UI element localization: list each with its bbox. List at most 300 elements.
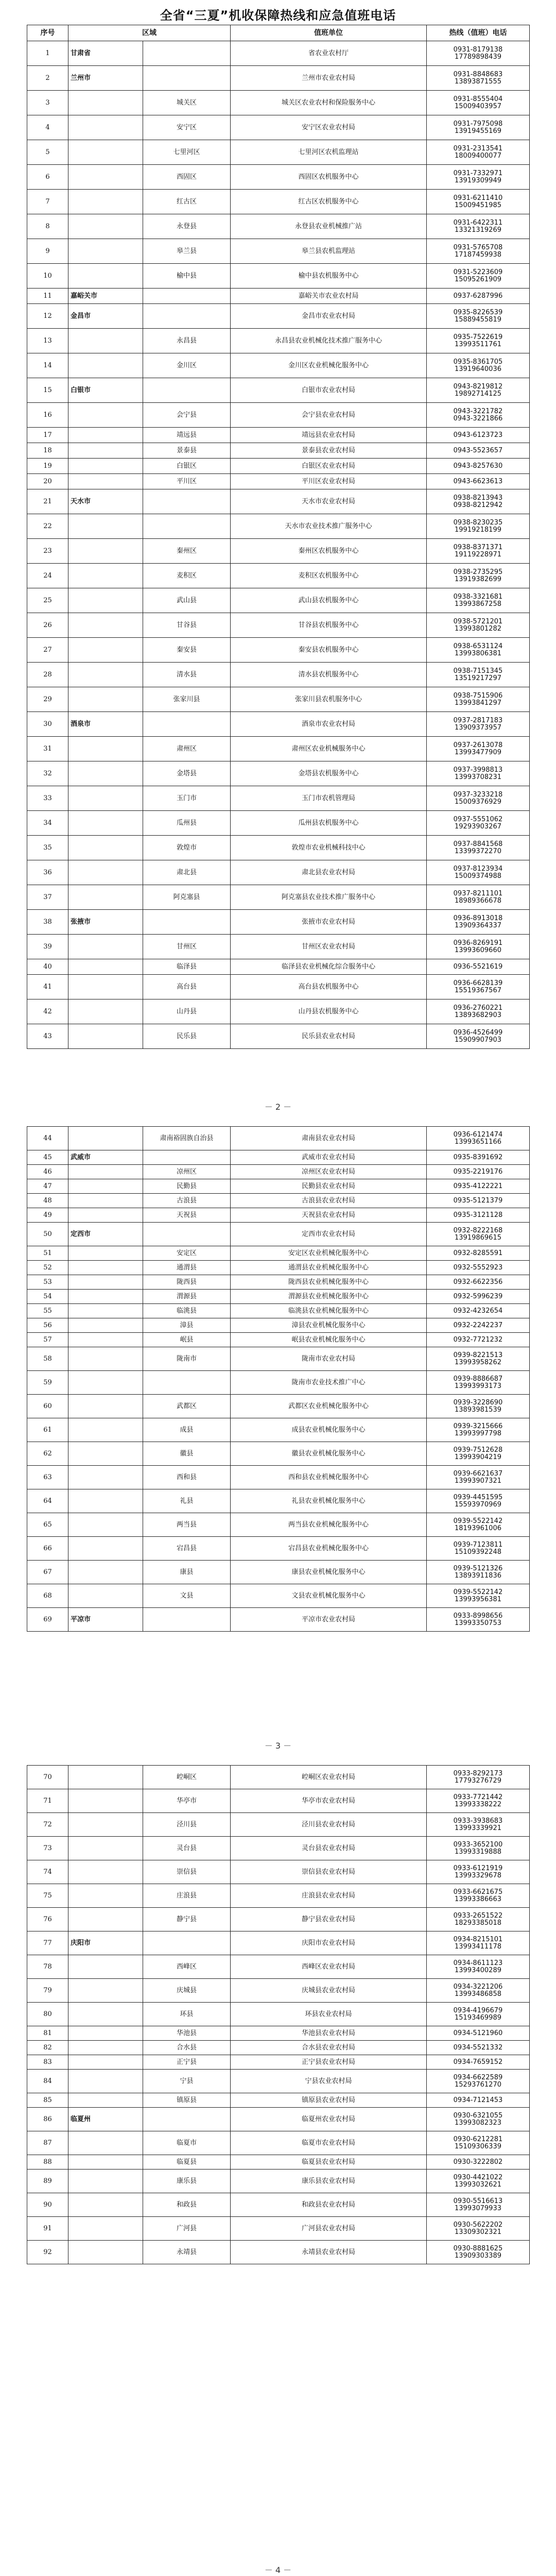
phone-number[interactable]: 13993338222 xyxy=(455,1800,501,1808)
phone-number[interactable]: 13909373957 xyxy=(455,723,501,732)
phone-number[interactable]: 13893871555 xyxy=(455,77,501,86)
phone-number[interactable]: 13993411178 xyxy=(455,1942,501,1951)
phone-cell xyxy=(427,140,530,165)
table-row xyxy=(27,264,530,289)
phone-number[interactable]: 0935-8391692 xyxy=(453,1153,503,1161)
phone-number[interactable]: 0931-6422311 xyxy=(453,218,503,227)
city-name xyxy=(68,1418,143,1442)
table-row xyxy=(27,140,530,165)
phone-cell xyxy=(427,2170,530,2193)
phone-number[interactable]: 13993032621 xyxy=(455,2180,501,2189)
phone-number[interactable]: 13993486858 xyxy=(455,1990,501,1998)
duty-unit: 武威市农业农村局 xyxy=(231,1150,427,1165)
phone-number[interactable]: 0934-3221206 xyxy=(453,1982,503,1991)
row-number: 59 xyxy=(27,1371,68,1395)
table-row xyxy=(27,91,530,115)
table-row xyxy=(27,2093,530,2108)
phone-number[interactable]: 13993993173 xyxy=(455,1382,501,1390)
phone-number[interactable]: 0939-6621637 xyxy=(453,1469,503,1478)
phone-number[interactable]: 0934-5121960 xyxy=(453,2029,503,2037)
phone-number[interactable]: 13993079933 xyxy=(455,2204,501,2212)
city-name xyxy=(68,1318,143,1333)
phone-number[interactable]: 0931-2313541 xyxy=(453,144,503,152)
county-name: 通渭县 xyxy=(143,1261,231,1275)
phone-number[interactable]: 15109392248 xyxy=(455,1548,501,1556)
city-name xyxy=(68,2131,143,2155)
phone-number[interactable]: 0943-8257630 xyxy=(453,462,503,470)
phone-number[interactable]: 13909303389 xyxy=(455,2251,501,2260)
table-row xyxy=(27,2070,530,2093)
phone-number[interactable]: 13893911836 xyxy=(455,1571,501,1580)
phone-number[interactable]: 13993956381 xyxy=(455,1595,501,1603)
table-row xyxy=(27,1955,530,1979)
phone-number[interactable]: 0932-5996239 xyxy=(453,1292,503,1300)
phone-number[interactable]: 15889455819 xyxy=(455,315,501,324)
phone-number[interactable]: 0938-8230235 xyxy=(453,518,503,527)
phone-number[interactable]: 0943-6623613 xyxy=(453,477,503,485)
phone-number[interactable]: 15009451985 xyxy=(455,201,501,209)
phone-number[interactable]: 13919869615 xyxy=(455,1233,501,1242)
phone-number[interactable]: 0937-8841568 xyxy=(453,840,503,848)
phone-number[interactable]: 0938-2735295 xyxy=(453,568,503,576)
phone-number[interactable]: 18989366678 xyxy=(455,896,501,905)
city-name: 甘肃省 xyxy=(68,41,143,66)
phone-number[interactable]: 13993339921 xyxy=(455,1824,501,1832)
duty-unit: 麦积区农机服务中心 xyxy=(231,564,427,588)
phone-number[interactable]: 19293903267 xyxy=(455,822,501,831)
duty-unit: 两当县农业机械化服务中心 xyxy=(231,1513,427,1537)
city-name xyxy=(68,613,143,638)
phone-number[interactable]: 15095261909 xyxy=(455,275,501,283)
phone-number[interactable]: 13993958262 xyxy=(455,1358,501,1366)
phone-number[interactable]: 0939-7512628 xyxy=(453,1446,503,1454)
county-name: 会宁县 xyxy=(143,403,231,428)
phone-number[interactable]: 0936-5521619 xyxy=(453,962,503,971)
city-name xyxy=(68,514,143,539)
duty-unit: 甘谷县农机服务中心 xyxy=(231,613,427,638)
phone-number[interactable]: 0939-8221513 xyxy=(453,1351,503,1359)
phone-number[interactable]: 0934-5521332 xyxy=(453,2043,503,2052)
phone-number[interactable]: 0936-8913018 xyxy=(453,914,503,922)
phone-number[interactable]: 17793276729 xyxy=(455,1776,501,1785)
phone-number[interactable]: 0933-6121919 xyxy=(453,1864,503,1872)
phone-number[interactable]: 0932-7721232 xyxy=(453,1335,503,1344)
phone-number[interactable]: 0934-8215101 xyxy=(453,1935,503,1943)
row-number: 64 xyxy=(27,1489,68,1513)
phone-number[interactable]: 0939-5522142 xyxy=(453,1588,503,1596)
county-name: 庆城县 xyxy=(143,1979,231,2003)
phone-number[interactable]: 0936-6121474 xyxy=(453,1130,503,1139)
phone-number[interactable]: 0932-6622356 xyxy=(453,1278,503,1286)
county-name: 古浪县 xyxy=(143,1194,231,1208)
phone-number[interactable]: 0930-3222802 xyxy=(453,2158,503,2166)
row-number: 85 xyxy=(27,2093,68,2108)
phone-cell xyxy=(427,613,530,638)
phone-number[interactable]: 0938-3321681 xyxy=(453,592,503,601)
duty-unit: 金川区农业机械化服务中心 xyxy=(231,353,427,378)
phone-number[interactable]: 0939-8886687 xyxy=(453,1375,503,1383)
phone-number[interactable]: 0930-8881625 xyxy=(453,2244,503,2252)
city-name: 临夏州 xyxy=(68,2108,143,2131)
phone-number[interactable]: 0930-4421022 xyxy=(453,2173,503,2181)
phone-number[interactable]: 0935-5121379 xyxy=(453,1196,503,1205)
county-name: 靖远县 xyxy=(143,428,231,443)
city-name: 酒泉市 xyxy=(68,712,143,737)
phone-cell xyxy=(427,329,530,353)
phone-number[interactable]: 13993904219 xyxy=(455,1453,501,1461)
phone-cell xyxy=(427,1860,530,1884)
row-number: 12 xyxy=(27,304,68,329)
phone-number[interactable]: 13919640036 xyxy=(455,365,501,373)
table-row xyxy=(27,165,530,190)
phone-cell xyxy=(427,1371,530,1395)
county-name xyxy=(143,41,231,66)
phone-number[interactable]: 0937-2613078 xyxy=(453,741,503,749)
row-number: 26 xyxy=(27,613,68,638)
phone-number[interactable]: 13993841297 xyxy=(455,699,501,707)
phone-number[interactable]: 0933-8998656 xyxy=(453,1612,503,1620)
phone-number[interactable]: 0939-5522142 xyxy=(453,1517,503,1525)
phone-cell xyxy=(427,2108,530,2131)
phone-number[interactable]: 19892714125 xyxy=(455,389,501,398)
phone-cell xyxy=(427,2003,530,2026)
phone-number[interactable]: 0939-3228690 xyxy=(453,1398,503,1406)
duty-unit: 宁县农业农村局 xyxy=(231,2070,427,2093)
phone-cell xyxy=(427,1024,530,1049)
phone-number[interactable]: 0934-7121453 xyxy=(453,2096,503,2104)
city-name: 嘉峪关市 xyxy=(68,289,143,304)
city-name: 庆阳市 xyxy=(68,1931,143,1955)
county-name: 康县 xyxy=(143,1561,231,1584)
phone-number[interactable]: 13909364337 xyxy=(455,921,501,929)
phone-number[interactable]: 13519217297 xyxy=(455,674,501,682)
city-name xyxy=(68,836,143,860)
phone-number[interactable]: 18193961006 xyxy=(455,1524,501,1532)
phone-number[interactable]: 0930-5516613 xyxy=(453,2197,503,2205)
phone-number[interactable]: 13993477909 xyxy=(455,748,501,756)
phone-number[interactable]: 13919455169 xyxy=(455,127,501,135)
phone-cell xyxy=(427,239,530,264)
phone-number[interactable]: 0938-8212942 xyxy=(453,501,503,509)
duty-unit: 天水市农业农村局 xyxy=(231,489,427,514)
city-name xyxy=(68,885,143,910)
phone-number[interactable]: 0937-5551062 xyxy=(453,815,503,823)
phone-number[interactable]: 15009376929 xyxy=(455,798,501,806)
row-number: 25 xyxy=(27,588,68,613)
city-name xyxy=(68,1290,143,1304)
city-name xyxy=(68,264,143,289)
row-number: 33 xyxy=(27,786,68,811)
city-name xyxy=(68,1837,143,1860)
phone-cell xyxy=(427,1333,530,1347)
county-name: 临洮县 xyxy=(143,1304,231,1318)
phone-number[interactable]: 13993511761 xyxy=(455,340,501,348)
phone-cell xyxy=(427,1789,530,1813)
county-name: 甘州区 xyxy=(143,935,231,959)
phone-number[interactable]: 0934-7659152 xyxy=(453,2058,503,2066)
phone-cell xyxy=(427,564,530,588)
phone-number[interactable]: 19119228971 xyxy=(455,550,501,558)
phone-number[interactable]: 17187459938 xyxy=(455,250,501,259)
phone-number[interactable]: 0931-7332971 xyxy=(453,169,503,177)
phone-number[interactable]: 0930-6321055 xyxy=(453,2111,503,2120)
table-row xyxy=(27,2003,530,2026)
phone-number[interactable]: 0930-5622202 xyxy=(453,2221,503,2229)
city-name xyxy=(68,1208,143,1223)
table-row xyxy=(27,489,530,514)
row-number: 92 xyxy=(27,2241,68,2264)
phone-cell xyxy=(427,264,530,289)
phone-number[interactable]: 0932-8222168 xyxy=(453,1226,503,1234)
phone-number[interactable]: 15293761270 xyxy=(455,2080,501,2089)
county-name: 崇信县 xyxy=(143,1860,231,1884)
phone-number[interactable]: 0936-6628139 xyxy=(453,979,503,987)
phone-number[interactable]: 0937-8211101 xyxy=(453,889,503,897)
phone-number[interactable]: 13993997798 xyxy=(455,1429,501,1437)
county-name: 天祝县 xyxy=(143,1208,231,1223)
row-number: 49 xyxy=(27,1208,68,1223)
phone-number[interactable]: 0938-6531124 xyxy=(453,642,503,650)
table-row xyxy=(27,1884,530,1908)
row-number: 40 xyxy=(27,959,68,975)
phone-number[interactable]: 13893981539 xyxy=(455,1405,501,1414)
duty-unit: 徽县农业机械化服务中心 xyxy=(231,1442,427,1466)
phone-number[interactable]: 0931-5223609 xyxy=(453,268,503,276)
row-number: 38 xyxy=(27,910,68,935)
city-name xyxy=(68,459,143,474)
phone-number[interactable]: 0939-3215666 xyxy=(453,1422,503,1430)
row-number: 5 xyxy=(27,140,68,165)
phone-number[interactable]: 0938-7151345 xyxy=(453,667,503,675)
phone-number[interactable]: 13399372270 xyxy=(455,847,501,855)
phone-cell xyxy=(427,459,530,474)
table-row xyxy=(27,1024,530,1049)
phone-number[interactable]: 13919382699 xyxy=(455,575,501,583)
phone-number[interactable]: 0937-3998813 xyxy=(453,766,503,774)
phone-number[interactable]: 13993806381 xyxy=(455,649,501,657)
table-row xyxy=(27,1371,530,1395)
phone-number[interactable]: 13993082323 xyxy=(455,2119,501,2127)
duty-unit: 西固区农机服务中心 xyxy=(231,165,427,190)
phone-number[interactable]: 13893682903 xyxy=(455,1011,501,1019)
duty-unit: 榆中县农机服务中心 xyxy=(231,264,427,289)
phone-number[interactable]: 15593970969 xyxy=(455,1500,501,1509)
city-name xyxy=(68,975,143,999)
phone-number[interactable]: 0931-7975098 xyxy=(453,120,503,128)
table-row xyxy=(27,1766,530,1789)
county-name: 金塔县 xyxy=(143,761,231,786)
phone-number[interactable]: 0932-8285591 xyxy=(453,1249,503,1257)
phone-number[interactable]: 15109306339 xyxy=(455,2142,501,2150)
county-name: 临夏县 xyxy=(143,2155,231,2170)
phone-number[interactable]: 13321319269 xyxy=(455,226,501,234)
phone-number[interactable]: 0933-3938683 xyxy=(453,1817,503,1825)
phone-cell xyxy=(427,91,530,115)
contact-table xyxy=(27,1765,530,2264)
row-number: 84 xyxy=(27,2070,68,2093)
phone-number[interactable]: 0935-3121128 xyxy=(453,1211,503,1219)
phone-number[interactable]: 0935-7522619 xyxy=(453,333,503,341)
county-name xyxy=(143,1223,231,1246)
phone-number[interactable]: 0933-8292173 xyxy=(453,1769,503,1777)
phone-number[interactable]: 0943-8219812 xyxy=(453,382,503,391)
phone-number[interactable]: 13993708231 xyxy=(455,773,501,781)
phone-number[interactable]: 0933-6621675 xyxy=(453,1888,503,1896)
row-number: 48 xyxy=(27,1194,68,1208)
phone-number[interactable]: 0935-8361705 xyxy=(453,358,503,366)
phone-number[interactable]: 19919218199 xyxy=(455,526,501,534)
table-row xyxy=(27,613,530,638)
phone-number[interactable]: 15909907903 xyxy=(455,1036,501,1044)
phone-number[interactable]: 0938-8213943 xyxy=(453,494,503,502)
phone-number[interactable]: 0931-8555404 xyxy=(453,95,503,103)
phone-number[interactable]: 0936-4526499 xyxy=(453,1028,503,1037)
city-name xyxy=(68,115,143,140)
phone-number[interactable]: 0939-5121326 xyxy=(453,1564,503,1572)
county-name: 金川区 xyxy=(143,353,231,378)
phone-number[interactable]: 0938-7515906 xyxy=(453,691,503,700)
phone-number[interactable]: 18293385018 xyxy=(455,1919,501,1927)
phone-number[interactable]: 0933-3652100 xyxy=(453,1840,503,1849)
row-number: 29 xyxy=(27,687,68,712)
phone-cell xyxy=(427,474,530,489)
phone-number[interactable]: 0943-3221782 xyxy=(453,407,503,415)
table-row xyxy=(27,41,530,66)
phone-number[interactable]: 13993651166 xyxy=(455,1138,501,1146)
table-row xyxy=(27,378,530,403)
row-number: 76 xyxy=(27,1908,68,1931)
phone-number[interactable]: 0935-8226539 xyxy=(453,308,503,316)
row-number: 1 xyxy=(27,41,68,66)
table-row xyxy=(27,1979,530,2003)
phone-number[interactable]: 0931-8179138 xyxy=(453,45,503,54)
phone-cell xyxy=(427,2217,530,2241)
phone-number[interactable]: 0932-2242237 xyxy=(453,1321,503,1329)
row-number: 86 xyxy=(27,2108,68,2131)
phone-number[interactable]: 0943-5523657 xyxy=(453,446,503,454)
table-row xyxy=(27,474,530,489)
duty-unit: 临夏州农业农村局 xyxy=(231,2108,427,2131)
county-name: 和政县 xyxy=(143,2193,231,2217)
phone-cell xyxy=(427,885,530,910)
county-name: 广河县 xyxy=(143,2217,231,2241)
phone-cell xyxy=(427,1955,530,1979)
phone-number[interactable]: 15193469989 xyxy=(455,2013,501,2022)
city-name xyxy=(68,1246,143,1261)
row-number: 60 xyxy=(27,1395,68,1418)
phone-number[interactable]: 0938-5721201 xyxy=(453,617,503,625)
county-name: 西峰区 xyxy=(143,1955,231,1979)
city-name xyxy=(68,2155,143,2170)
phone-number[interactable]: 13993329678 xyxy=(455,1871,501,1879)
phone-number[interactable]: 13993907321 xyxy=(455,1477,501,1485)
table-page-2 xyxy=(27,1126,529,1632)
row-number: 43 xyxy=(27,1024,68,1049)
phone-number[interactable]: 13919309949 xyxy=(455,176,501,184)
phone-cell xyxy=(427,1150,530,1165)
phone-number[interactable]: 0931-6211410 xyxy=(453,194,503,202)
table-row xyxy=(27,1584,530,1608)
county-name: 秦安县 xyxy=(143,638,231,663)
phone-number[interactable]: 13993319888 xyxy=(455,1848,501,1856)
phone-number[interactable]: 0930-6212281 xyxy=(453,2135,503,2143)
phone-cell xyxy=(427,811,530,836)
city-name xyxy=(68,2070,143,2093)
phone-number[interactable]: 0933-7721442 xyxy=(453,1793,503,1801)
phone-number[interactable]: 0943-3221866 xyxy=(453,414,503,422)
phone-number[interactable]: 0937-8123934 xyxy=(453,865,503,873)
row-number: 18 xyxy=(27,443,68,459)
county-name: 武山县 xyxy=(143,588,231,613)
phone-number[interactable]: 0943-6123723 xyxy=(453,431,503,439)
phone-number[interactable]: 0935-4122221 xyxy=(453,1182,503,1190)
phone-number[interactable]: 13309302321 xyxy=(455,2228,501,2236)
phone-cell xyxy=(427,638,530,663)
duty-unit: 白银市农业农村局 xyxy=(231,378,427,403)
phone-number[interactable]: 0933-2651522 xyxy=(453,1911,503,1920)
phone-number[interactable]: 15519367567 xyxy=(455,986,501,994)
table-row xyxy=(27,1333,530,1347)
phone-number[interactable]: 13993609660 xyxy=(455,946,501,954)
phone-number[interactable]: 0936-8269191 xyxy=(453,939,503,947)
city-name xyxy=(68,564,143,588)
row-number: 36 xyxy=(27,860,68,885)
row-number: 80 xyxy=(27,2003,68,2026)
phone-number[interactable]: 0937-2817183 xyxy=(453,716,503,724)
phone-number[interactable]: 13993867258 xyxy=(455,600,501,608)
phone-number[interactable]: 13993386663 xyxy=(455,1895,501,1903)
phone-number[interactable]: 0934-8611123 xyxy=(453,1959,503,1967)
phone-number[interactable]: 0934-6622589 xyxy=(453,2073,503,2081)
duty-unit: 金塔县农机服务中心 xyxy=(231,761,427,786)
phone-number[interactable]: 18009400077 xyxy=(455,151,501,160)
table-row xyxy=(27,687,530,712)
table-row xyxy=(27,2026,530,2041)
phone-number[interactable]: 0932-5552923 xyxy=(453,1263,503,1272)
phone-cell xyxy=(427,1179,530,1194)
duty-unit: 临泽县农业机械化综合服务中心 xyxy=(231,959,427,975)
phone-number[interactable]: 0937-3233218 xyxy=(453,790,503,799)
phone-cell xyxy=(427,2131,530,2155)
phone-number[interactable]: 15009403957 xyxy=(455,102,501,110)
phone-number[interactable]: 0935-2219176 xyxy=(453,1167,503,1176)
phone-number[interactable]: 15009374988 xyxy=(455,872,501,880)
phone-number[interactable]: 0931-5765708 xyxy=(453,243,503,251)
phone-number[interactable]: 0931-8848683 xyxy=(453,70,503,78)
duty-unit: 静宁县农业农村局 xyxy=(231,1908,427,1931)
phone-number[interactable]: 0932-4232654 xyxy=(453,1307,503,1315)
phone-number[interactable]: 13993400289 xyxy=(455,1966,501,1974)
phone-number[interactable]: 0934-4196679 xyxy=(453,2006,503,2014)
phone-cell xyxy=(427,910,530,935)
duty-unit: 高台县农机服务中心 xyxy=(231,975,427,999)
duty-unit: 兰州市农业农村局 xyxy=(231,66,427,91)
county-name: 阿克塞县 xyxy=(143,885,231,910)
phone-number[interactable]: 0936-2760221 xyxy=(453,1004,503,1012)
phone-number[interactable]: 13993350753 xyxy=(455,1619,501,1627)
duty-unit: 崆峒区农业农村局 xyxy=(231,1766,427,1789)
phone-cell xyxy=(427,737,530,761)
phone-number[interactable]: 0939-7123811 xyxy=(453,1540,503,1549)
phone-number[interactable]: 13993801282 xyxy=(455,624,501,633)
phone-number[interactable]: 0939-4451595 xyxy=(453,1493,503,1501)
duty-unit: 安宁区农业农村局 xyxy=(231,115,427,140)
phone-number[interactable]: 0937-6287996 xyxy=(453,292,503,300)
phone-number[interactable]: 0938-8371371 xyxy=(453,543,503,551)
table-row xyxy=(27,1347,530,1371)
row-number: 69 xyxy=(27,1608,68,1632)
phone-number[interactable]: 17789898439 xyxy=(455,53,501,61)
